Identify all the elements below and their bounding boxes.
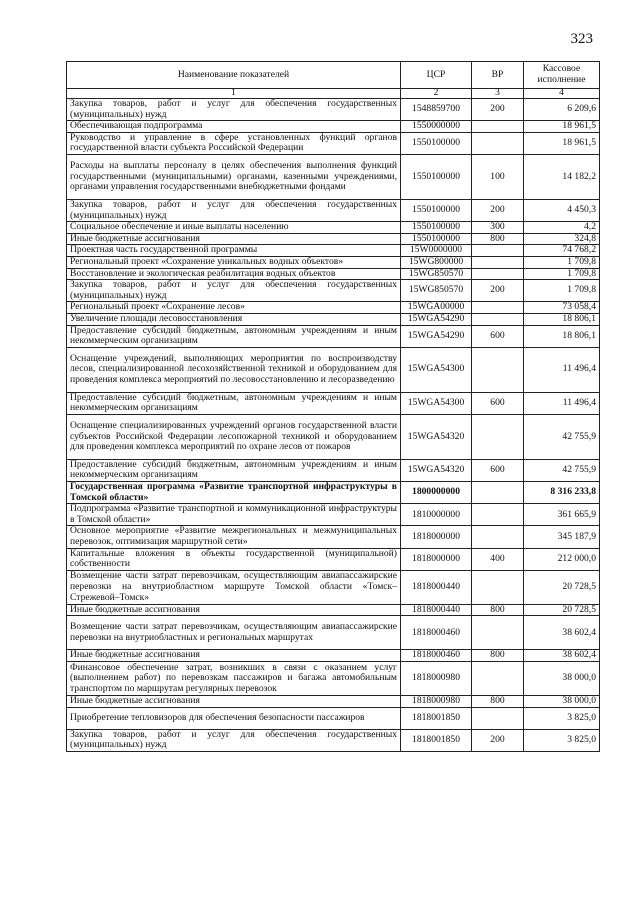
row-vr-cell [472,482,524,504]
row-name-cell: Расходы на выплаты персоналу в целях обеспечения выполнения функций государственными (муниципальными) органами, казенными учреждениями, органами управления государственными внебюджетными фондами [67,154,401,199]
row-amount-cell: 345 187,9 [524,526,600,548]
table-row [67,132,600,154]
row-vr-cell: 600 [472,459,524,481]
row-csr-cell: 15WGA54300 [401,392,472,414]
row-vr-cell: 100 [472,154,524,199]
row-vr-cell [472,256,524,268]
row-vr-cell: 800 [472,604,524,616]
table-row [67,222,600,234]
table-row [67,707,600,729]
row-name-cell: Возмещение части затрат перевозчикам, осуществляющим авиапассажирские перевозки на внутриобластных и региональных маршрутах [67,616,401,650]
row-name-cell: Иные бюджетные ассигнования [67,233,401,245]
row-vr-cell: 300 [472,222,524,234]
row-csr-cell: 15WGA54290 [401,325,472,347]
row-name-cell: Закупка товаров, работ и услуг для обеспечения государственных (муниципальных) нужд [67,280,401,302]
header-vr: ВР [472,62,524,89]
row-vr-cell: 400 [472,548,524,570]
row-name-cell: Основное мероприятие «Развитие межрегиональных и межмуниципальных перевозок, оптимизация маршрутной сети» [67,526,401,548]
table-row [67,616,600,650]
row-amount-cell: 4 450,3 [524,199,600,221]
row-amount-cell: 42 755,9 [524,414,600,459]
row-amount-cell: 8 316 233,8 [524,482,600,504]
row-name-cell: Возмещение части затрат перевозчикам, осуществляющим авиапассажирские перевозки на внутриобластном маршруте Томской области «Томск–Стрежевой–Томск» [67,570,401,604]
row-vr-cell [472,121,524,133]
row-name-cell: Оснащение учреждений, выполняющих мероприятия по воспроизводству лесов, специализированной лесохозяйственной техникой и оборудованием для проведения комплекса мероприятий по лесовосстановлению и лесоразведению [67,347,401,392]
row-amount-cell: 6 209,6 [524,99,600,121]
row-amount-cell: 38 000,0 [524,696,600,708]
table-row [67,256,600,268]
row-csr-cell: 1818000000 [401,548,472,570]
table-row [67,245,600,257]
table-row [67,121,600,133]
row-csr-cell: 1550000000 [401,121,472,133]
row-vr-cell: 200 [472,199,524,221]
table-row [67,696,600,708]
row-name-cell: Руководство и управление в сфере установленных функций органов государственной власти субъекта Российской Федерации [67,132,401,154]
row-amount-cell: 18 961,5 [524,121,600,133]
row-csr-cell: 15WGA00000 [401,302,472,314]
row-csr-cell: 1818000440 [401,604,472,616]
row-vr-cell: 800 [472,696,524,708]
row-name-cell: Региональный проект «Сохранение лесов» [67,302,401,314]
row-csr-cell: 1550100000 [401,199,472,221]
row-name-cell: Обеспечивающая подпрограмма [67,121,401,133]
row-amount-cell: 361 665,9 [524,504,600,526]
row-amount-cell: 74 768,2 [524,245,600,257]
row-csr-cell: 1818000980 [401,696,472,708]
row-amount-cell: 3 825,0 [524,729,600,751]
column-number: 3 [472,89,524,99]
row-csr-cell: 1818001850 [401,707,472,729]
table-row [67,313,600,325]
row-csr-cell: 15WGA54290 [401,313,472,325]
row-vr-cell: 200 [472,99,524,121]
row-vr-cell [472,302,524,314]
column-number: 1 [67,89,401,99]
table-row [67,570,600,604]
table-row [67,325,600,347]
table-body [67,99,600,752]
row-name-cell: Закупка товаров, работ и услуг для обеспечения государственных (муниципальных) нужд [67,199,401,221]
row-vr-cell [472,662,524,696]
row-amount-cell: 38 000,0 [524,662,600,696]
budget-execution-table [66,61,600,752]
row-csr-cell: 1818000440 [401,570,472,604]
row-amount-cell: 73 058,4 [524,302,600,314]
row-csr-cell: 15WGA54300 [401,347,472,392]
page-number: 323 [570,31,593,47]
row-amount-cell: 212 000,0 [524,548,600,570]
row-csr-cell: 1818000000 [401,526,472,548]
table-row [67,347,600,392]
row-name-cell: Региональный проект «Сохранение уникальных водных объектов» [67,256,401,268]
row-amount-cell: 1 709,8 [524,256,600,268]
table-row [67,392,600,414]
row-vr-cell [472,245,524,257]
row-csr-cell: 15WGA54320 [401,459,472,481]
row-vr-cell: 200 [472,280,524,302]
row-name-cell: Иные бюджетные ассигнования [67,696,401,708]
row-amount-cell: 11 496,4 [524,392,600,414]
row-vr-cell [472,268,524,280]
table-row [67,302,600,314]
row-vr-cell: 200 [472,729,524,751]
row-name-cell: Иные бюджетные ассигнования [67,650,401,662]
row-amount-cell: 38 602,4 [524,616,600,650]
row-name-cell: Приобретение тепловизоров для обеспечения безопасности пассажиров [67,707,401,729]
row-vr-cell [472,132,524,154]
row-name-cell: Предоставление субсидий бюджетным, автономным учреждениям и иным некоммерческим организациям [67,392,401,414]
row-csr-cell: 15W0000000 [401,245,472,257]
table-row [67,650,600,662]
table-row [67,504,600,526]
row-amount-cell: 42 755,9 [524,459,600,481]
column-number-row [67,89,600,99]
row-vr-cell [472,347,524,392]
row-name-cell: Закупка товаров, работ и услуг для обеспечения государственных (муниципальных) нужд [67,729,401,751]
table-row [67,99,600,121]
row-amount-cell: 18 961,5 [524,132,600,154]
table-row [67,268,600,280]
row-amount-cell: 18 806,1 [524,313,600,325]
table-row [67,604,600,616]
header-amount: Кассовое исполнение [524,62,600,89]
row-csr-cell: 15WG800000 [401,256,472,268]
row-name-cell: Финансовое обеспечение затрат, возникших в связи с оказанием услуг (выполнением работ) по перевозкам пассажиров и багажа автомобильным транспортом по маршрутам регулярных перевозок [67,662,401,696]
row-vr-cell [472,707,524,729]
row-name-cell: Социальное обеспечение и иные выплаты населению [67,222,401,234]
row-csr-cell: 15WGA54320 [401,414,472,459]
row-name-cell: Проектная часть государственной программы [67,245,401,257]
table-row [67,233,600,245]
row-name-cell: Оснащение специализированных учреждений органов государственной власти субъектов Российской Федерации лесопожарной техникой и оборудованием для проведения комплекса мероприятий по охране лесов от пожаров [67,414,401,459]
row-csr-cell: 1818000980 [401,662,472,696]
row-csr-cell: 1818000460 [401,616,472,650]
row-csr-cell: 1810000000 [401,504,472,526]
row-csr-cell: 15WG850570 [401,268,472,280]
table-row [67,482,600,504]
row-amount-cell: 20 728,5 [524,570,600,604]
table-header-row [67,62,600,89]
table-row [67,459,600,481]
table-row [67,154,600,199]
row-vr-cell: 600 [472,325,524,347]
row-amount-cell: 3 825,0 [524,707,600,729]
row-vr-cell [472,504,524,526]
row-name-cell: Подпрограмма «Развитие транспортной и коммуникационной инфраструктуры в Томской области» [67,504,401,526]
row-amount-cell: 1 709,8 [524,280,600,302]
row-amount-cell: 4,2 [524,222,600,234]
table-row [67,280,600,302]
table-row [67,662,600,696]
row-amount-cell: 14 182,2 [524,154,600,199]
row-amount-cell: 11 496,4 [524,347,600,392]
column-number: 4 [524,89,600,99]
row-vr-cell: 800 [472,233,524,245]
row-name-cell: Предоставление субсидий бюджетным, автономным учреждениям и иным некоммерческим организациям [67,325,401,347]
row-vr-cell: 600 [472,392,524,414]
row-csr-cell: 1818000460 [401,650,472,662]
table-row [67,548,600,570]
row-csr-cell: 15WG850570 [401,280,472,302]
row-csr-cell: 1550100000 [401,132,472,154]
header-name: Наименование показателей [67,62,401,89]
row-csr-cell: 1550100000 [401,154,472,199]
row-name-cell: Государственная программа «Развитие транспортной инфраструктуры в Томской области» [67,482,401,504]
row-vr-cell: 800 [472,650,524,662]
row-csr-cell: 1550100000 [401,233,472,245]
row-amount-cell: 1 709,8 [524,268,600,280]
row-csr-cell: 1818001850 [401,729,472,751]
header-csr: ЦСР [401,62,472,89]
row-amount-cell: 38 602,4 [524,650,600,662]
row-amount-cell: 20 728,5 [524,604,600,616]
row-csr-cell: 1548859700 [401,99,472,121]
row-vr-cell [472,616,524,650]
row-amount-cell: 18 806,1 [524,325,600,347]
table-row [67,414,600,459]
row-csr-cell: 1800000000 [401,482,472,504]
row-csr-cell: 1550100000 [401,222,472,234]
row-name-cell: Увеличение площади лесовосстановления [67,313,401,325]
row-name-cell: Капитальные вложения в объекты государственной (муниципальной) собственности [67,548,401,570]
row-vr-cell [472,414,524,459]
table-row [67,526,600,548]
row-vr-cell [472,313,524,325]
row-name-cell: Восстановление и экологическая реабилитация водных объектов [67,268,401,280]
row-name-cell: Закупка товаров, работ и услуг для обеспечения государственных (муниципальных) нужд [67,99,401,121]
row-amount-cell: 324,8 [524,233,600,245]
row-name-cell: Предоставление субсидий бюджетным, автономным учреждениям и иным некоммерческим организациям [67,459,401,481]
row-name-cell: Иные бюджетные ассигнования [67,604,401,616]
table-row [67,729,600,751]
row-vr-cell [472,526,524,548]
table-row [67,199,600,221]
row-vr-cell [472,570,524,604]
column-number: 2 [401,89,472,99]
